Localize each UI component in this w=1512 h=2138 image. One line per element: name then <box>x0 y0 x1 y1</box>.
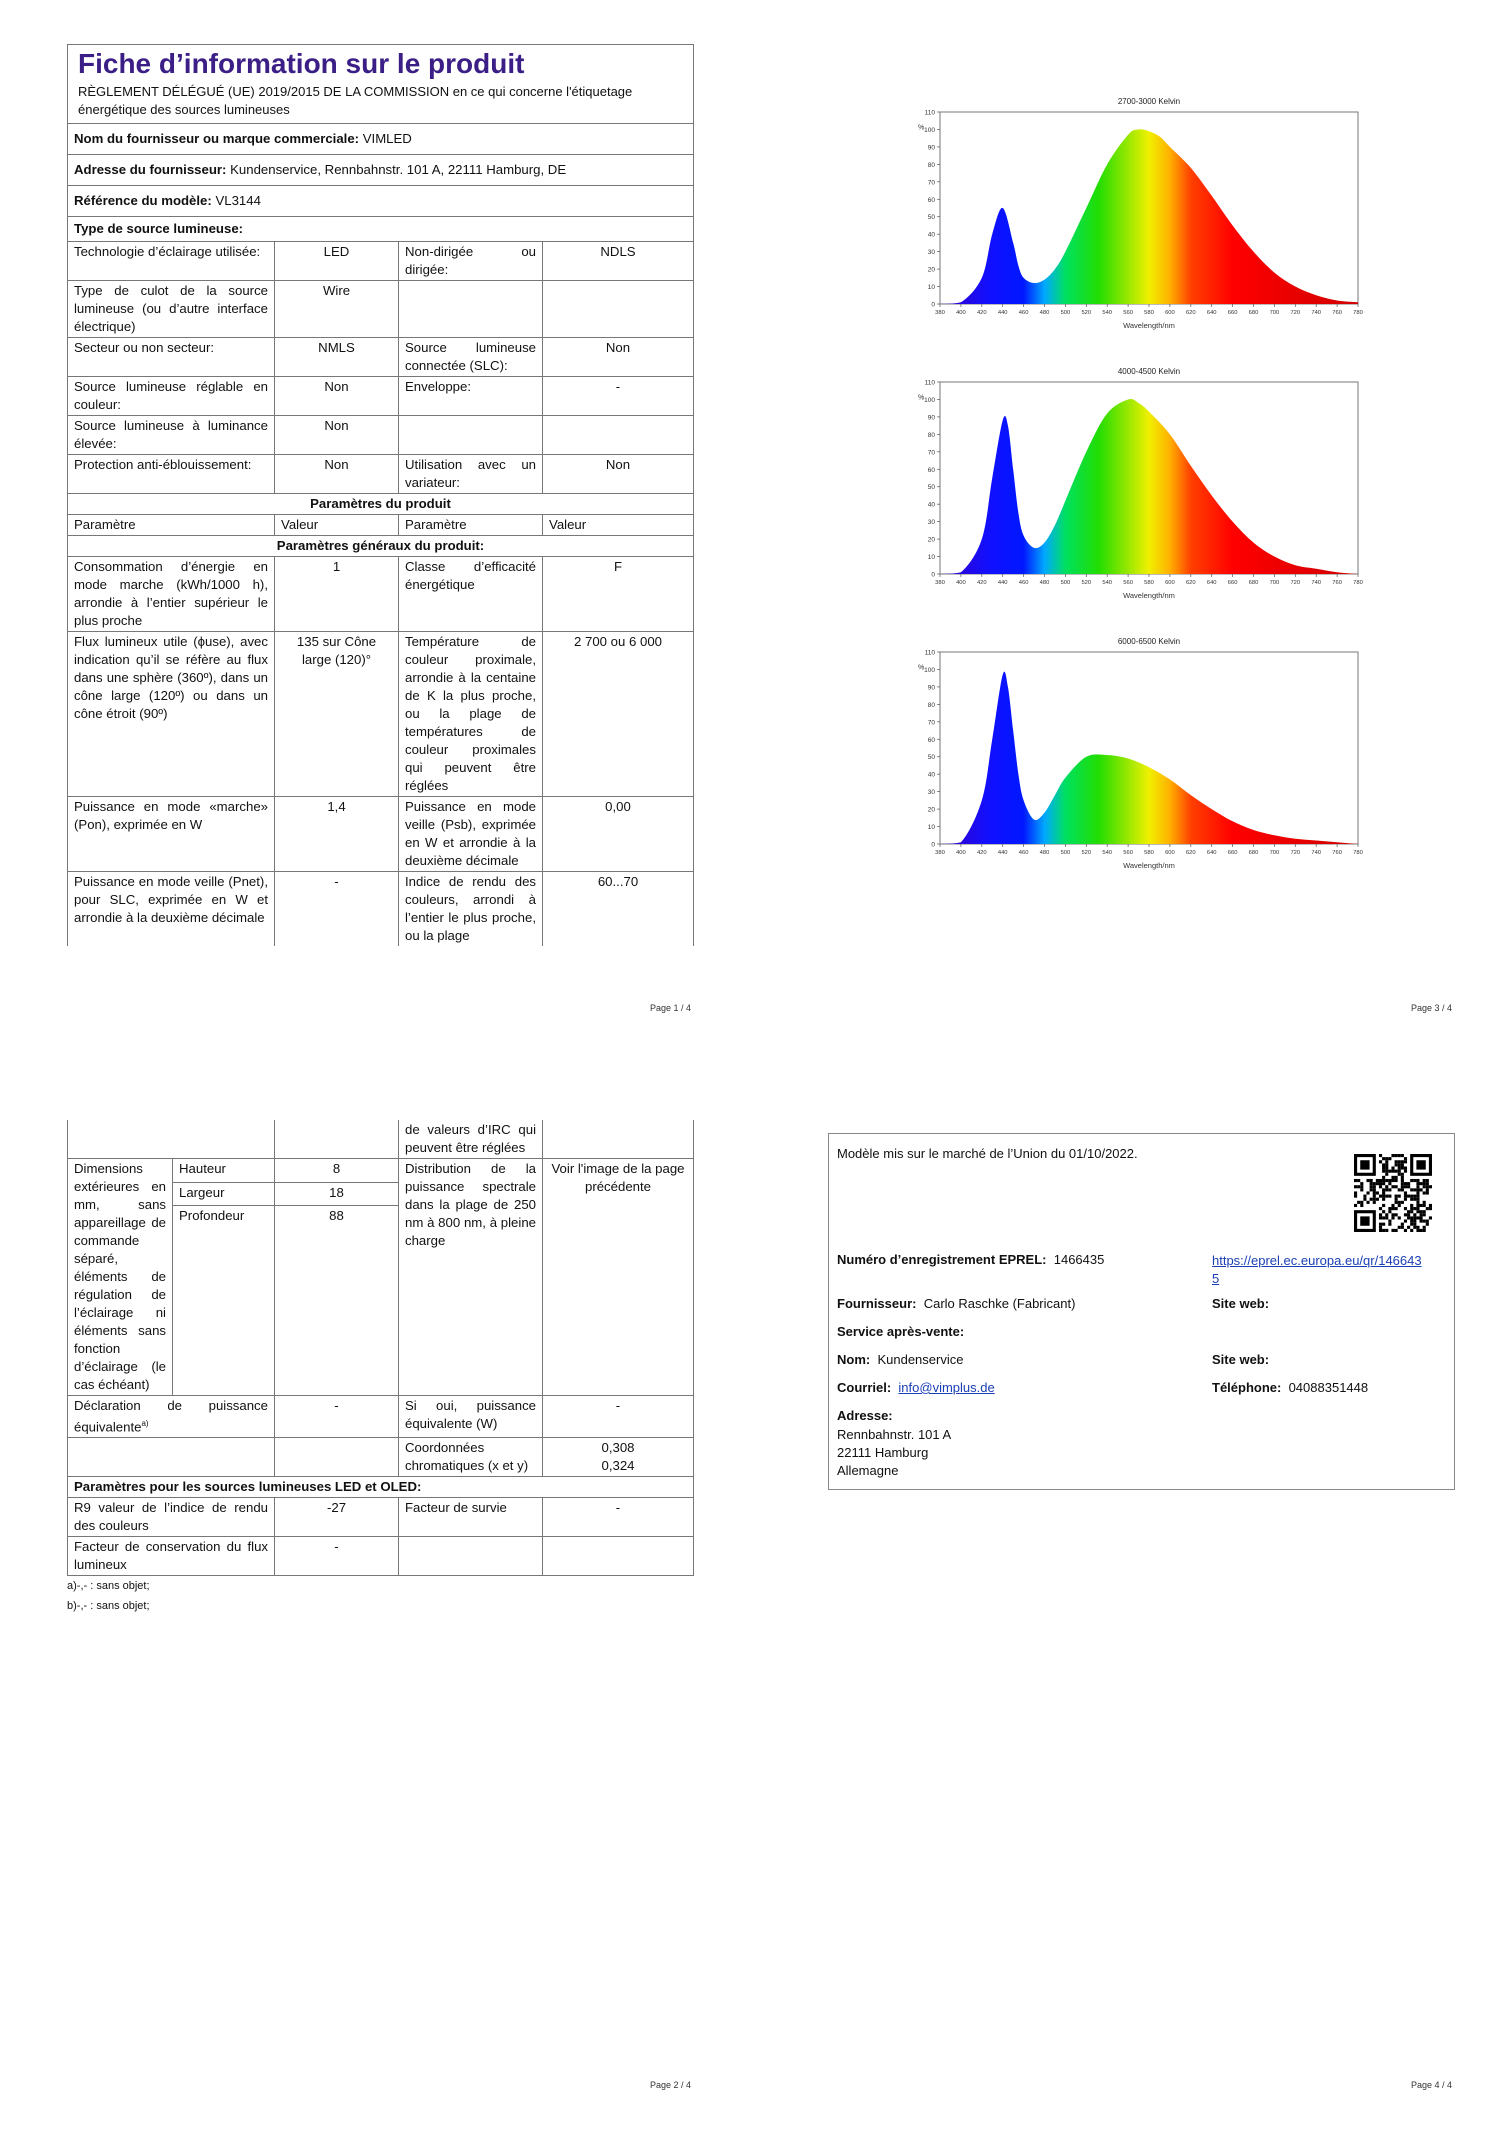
x-tick-label: 440 <box>997 310 1008 316</box>
x-tick-label: 720 <box>1290 580 1301 586</box>
x-tick-label: 780 <box>1353 310 1363 316</box>
x-tick-label: 440 <box>997 850 1008 856</box>
spectrum-chart-4000k <box>910 362 1370 610</box>
x-tick-label: 500 <box>1060 580 1071 586</box>
table-row: R9 valeur de l’indice de rendu des couleurs -27 Facteur de survie - <box>68 1498 694 1537</box>
table-row: Protection anti-éblouissement: Non Utilisation avec un variateur: Non <box>68 455 694 494</box>
y-tick-label: 100 <box>924 126 935 134</box>
x-tick-label: 400 <box>956 310 966 316</box>
y-tick-label: 10 <box>927 824 935 832</box>
x-tick-label: 460 <box>1018 310 1029 316</box>
email-link[interactable]: info@vimplus.de <box>898 1380 995 1395</box>
x-tick-label: 720 <box>1290 850 1301 856</box>
product-info-table-continued <box>67 1120 694 1576</box>
y-tick-label: 40 <box>927 501 935 509</box>
product-info-table <box>67 44 694 946</box>
spectrum-chart-6000k <box>910 632 1370 880</box>
table-row: Coordonnées chromatiques (x et y) 0,308 0,324 <box>68 1438 694 1477</box>
table-row: Secteur ou non secteur: NMLS Source lumineuse connectée (SLC): Non <box>68 338 694 377</box>
product-params-header: Paramètres du produit <box>68 494 694 515</box>
spectrum-chart-2700k <box>910 92 1370 340</box>
x-tick-label: 760 <box>1332 850 1342 856</box>
table-row: Flux lumineux utile (ϕuse), avec indication qu’il se réfère au flux dans une sphère (360º), dans un cône large (120º) ou dans un cône étroit (90º) 135 sur Cône large (120)° Température de couleur proximale, arrondie à la centaine de K la plus proche, ou la plage de températures de couleur proximales qui peuvent être réglées 2 700 ou 6 000 <box>68 632 694 797</box>
spectrum-area <box>940 129 1358 304</box>
x-tick-label: 720 <box>1290 310 1301 316</box>
y-tick-label: 30 <box>927 249 935 257</box>
y-axis-label: % <box>918 124 925 132</box>
x-tick-label: 520 <box>1081 310 1092 316</box>
x-tick-label: 380 <box>935 850 945 856</box>
general-params-header: Paramètres généraux du produit: <box>68 536 694 557</box>
y-tick-label: 20 <box>927 536 935 544</box>
chart-title: 6000-6500 Kelvin <box>1117 637 1181 646</box>
x-tick-label: 620 <box>1185 580 1196 586</box>
x-tick-label: 540 <box>1102 310 1113 316</box>
market-date-text: Modèle mis sur le marché de l’Union du 01/10/2022. <box>837 1146 1138 1161</box>
x-tick-label: 560 <box>1123 850 1133 856</box>
y-tick-label: 30 <box>927 789 935 797</box>
x-tick-label: 740 <box>1311 310 1322 316</box>
table-row: Déclaration de puissance équivalente$^{a)}$ - Si oui, puissance équivalente (W) - <box>68 1396 694 1438</box>
x-tick-label: 460 <box>1018 850 1029 856</box>
page-title: Fiche d’information sur le produit <box>78 48 525 79</box>
page-number: Page 2 / 4 <box>650 2080 692 2090</box>
table-row: Type de culot de la source lumineuse (ou d’autre interface électrique) Wire <box>68 281 694 338</box>
table-row: Dimensions extérieures en mm, sans appareillage de commande séparé, éléments de régulation de l’éclairage ni éléments sans fonction d’éclairage (le cas échéant) Hauteur 8 Distribution de la puissance spectrale dans la plage de 250 nm à 800 nm, à pleine charge Voir l'image de la page précédente <box>68 1159 694 1183</box>
table-row: Source lumineuse à luminance élevée: Non <box>68 416 694 455</box>
x-tick-label: 420 <box>976 310 987 316</box>
y-tick-label: 40 <box>927 771 935 779</box>
x-tick-label: 420 <box>976 580 987 586</box>
x-tick-label: 440 <box>997 580 1008 586</box>
x-tick-label: 380 <box>935 310 945 316</box>
x-tick-label: 580 <box>1144 310 1154 316</box>
x-axis-label: Wavelength/nm <box>1123 861 1175 870</box>
x-tick-label: 640 <box>1206 850 1217 856</box>
footnote-b: b)-,- : sans objet; <box>67 1600 150 1613</box>
model-row: Référence du modèle: VL3144 <box>68 186 694 217</box>
x-tick-label: 680 <box>1248 580 1259 586</box>
x-tick-label: 660 <box>1227 850 1238 856</box>
x-tick-label: 740 <box>1311 850 1322 856</box>
table-row: Puissance en mode «marche» (Pon), exprimée en W 1,4 Puissance en mode veille (Psb), exprimée en W et arrondie à la deuxième décimale 0,00 <box>68 797 694 872</box>
y-tick-label: 90 <box>927 414 935 422</box>
y-tick-label: 0 <box>931 841 935 849</box>
x-tick-label: 500 <box>1060 310 1071 316</box>
table-row: Facteur de conservation du flux lumineux - <box>68 1537 694 1576</box>
y-tick-label: 110 <box>924 379 935 387</box>
table-row: Technologie d’éclairage utilisée: LED Non-dirigée ou dirigée: NDLS <box>68 242 694 281</box>
x-tick-label: 660 <box>1227 580 1238 586</box>
y-tick-label: 60 <box>927 736 935 744</box>
x-tick-label: 500 <box>1060 850 1071 856</box>
x-tick-label: 380 <box>935 580 945 586</box>
y-tick-label: 90 <box>927 684 935 692</box>
table-row: de valeurs d’IRC qui peuvent être réglées <box>68 1120 694 1159</box>
y-tick-label: 10 <box>927 554 935 562</box>
chart-title: 2700-3000 Kelvin <box>1117 97 1181 106</box>
x-tick-label: 420 <box>976 850 987 856</box>
spectrum-svg <box>910 92 1370 340</box>
column-headers: Paramètre Valeur Paramètre Valeur <box>68 515 694 536</box>
y-tick-label: 50 <box>927 754 935 762</box>
y-tick-label: 110 <box>924 109 935 117</box>
light-source-type-header: Type de source lumineuse: <box>68 217 694 242</box>
x-tick-label: 460 <box>1018 580 1029 586</box>
page-number: Page 3 / 4 <box>1411 1003 1453 1013</box>
x-tick-label: 700 <box>1269 850 1280 856</box>
y-tick-label: 20 <box>927 806 935 814</box>
y-axis-label: % <box>918 394 925 402</box>
x-tick-label: 560 <box>1123 310 1133 316</box>
x-tick-label: 660 <box>1227 310 1238 316</box>
y-tick-label: 110 <box>924 649 935 657</box>
table-row: Source lumineuse réglable en couleur: Non Enveloppe: - <box>68 377 694 416</box>
x-tick-label: 560 <box>1123 580 1133 586</box>
regulation-text: RÈGLEMENT DÉLÉGUÉ (UE) 2019/2015 DE LA COMMISSION en ce qui concerne l'étiquetage énergétique des sources lumineuses <box>78 84 633 117</box>
x-tick-label: 640 <box>1206 310 1217 316</box>
y-tick-label: 80 <box>927 431 935 439</box>
y-tick-label: 100 <box>924 396 935 404</box>
eprel-link[interactable]: https://eprel.ec.europa.eu/qr/1466435 <box>1212 1253 1422 1286</box>
spectrum-svg <box>910 362 1370 610</box>
y-axis-label: % <box>918 664 925 672</box>
y-tick-label: 70 <box>927 179 935 187</box>
y-tick-label: 10 <box>927 284 935 292</box>
y-tick-label: 70 <box>927 449 935 457</box>
address-row: Adresse du fournisseur: Kundenservice, Rennbahnstr. 101 A, 22111 Hamburg, DE <box>68 155 694 186</box>
x-tick-label: 700 <box>1269 310 1280 316</box>
x-tick-label: 520 <box>1081 850 1092 856</box>
x-tick-label: 680 <box>1248 850 1259 856</box>
page-number: Page 1 / 4 <box>650 1003 692 1013</box>
x-tick-label: 580 <box>1144 580 1154 586</box>
x-tick-label: 780 <box>1353 850 1363 856</box>
y-tick-label: 50 <box>927 484 935 492</box>
spectrum-svg <box>910 632 1370 880</box>
qr-code-icon <box>1354 1154 1432 1232</box>
table-row: Largeur 18 <box>68 1182 694 1206</box>
x-tick-label: 480 <box>1039 580 1050 586</box>
y-tick-label: 40 <box>927 231 935 239</box>
spectrum-area <box>940 399 1358 574</box>
x-tick-label: 480 <box>1039 310 1050 316</box>
footnote-a: a)-,- : sans objet; <box>67 1580 150 1593</box>
x-tick-label: 600 <box>1165 310 1175 316</box>
y-tick-label: 70 <box>927 719 935 727</box>
x-tick-label: 400 <box>956 580 966 586</box>
x-tick-label: 760 <box>1332 580 1342 586</box>
x-tick-label: 620 <box>1185 310 1196 316</box>
supplier-row: Nom du fournisseur ou marque commerciale: VIMLED <box>68 124 694 155</box>
table-row: Consommation d’énergie en mode marche (kWh/1000 h), arrondie à l’entier supérieur le plus proche 1 Classe d’efficacité énergétique F <box>68 557 694 632</box>
y-tick-label: 80 <box>927 161 935 169</box>
page-2 <box>67 1120 693 1616</box>
y-tick-label: 80 <box>927 701 935 709</box>
x-axis-label: Wavelength/nm <box>1123 591 1175 600</box>
y-tick-label: 50 <box>927 214 935 222</box>
x-tick-label: 540 <box>1102 850 1113 856</box>
x-tick-label: 540 <box>1102 580 1113 586</box>
spectrum-area <box>940 672 1358 844</box>
y-tick-label: 30 <box>927 519 935 527</box>
x-tick-label: 600 <box>1165 580 1175 586</box>
x-tick-label: 480 <box>1039 850 1050 856</box>
address-lines: Rennbahnstr. 101 A 22111 Hamburg Allemagne <box>837 1427 952 1478</box>
x-tick-label: 760 <box>1332 310 1342 316</box>
table-row: Puissance en mode veille (Pnet), pour SLC, exprimée en W et arrondie à la deuxième décimale - Indice de rendu des couleurs, arrondi à l’entier le plus proche, ou la plage 60...70 <box>68 872 694 947</box>
chart-title: 4000-4500 Kelvin <box>1117 367 1181 376</box>
x-tick-label: 680 <box>1248 310 1259 316</box>
x-tick-label: 400 <box>956 850 966 856</box>
eprel-info-box: Modèle mis sur le marché de l’Union du 01/10/2022. Numéro d’enregistrement EPREL: 1466435 https://eprel.ec.europa.eu/qr/1466435 Fournisseur: Carlo Raschke (Fabricant) Site web: Service après-vente: Nom: Kundenservice Site web: Courriel: info@vimplus.de Téléphone: 04088351448 Adresse: Rennbahnstr. 101 A 22111 Hamburg Allemagne <box>828 1133 1455 1490</box>
x-tick-label: 780 <box>1353 580 1363 586</box>
x-axis-label: Wavelength/nm <box>1123 321 1175 330</box>
page-number: Page 4 / 4 <box>1411 2080 1453 2090</box>
x-tick-label: 740 <box>1311 580 1322 586</box>
x-tick-label: 620 <box>1185 850 1196 856</box>
led-params-header: Paramètres pour les sources lumineuses LED et OLED: <box>68 1477 694 1498</box>
x-tick-label: 640 <box>1206 580 1217 586</box>
y-tick-label: 60 <box>927 196 935 204</box>
x-tick-label: 700 <box>1269 580 1280 586</box>
x-tick-label: 520 <box>1081 580 1092 586</box>
y-tick-label: 90 <box>927 144 935 152</box>
x-tick-label: 600 <box>1165 850 1175 856</box>
y-tick-label: 60 <box>927 466 935 474</box>
page-1 <box>67 44 693 946</box>
table-row: Profondeur 88 <box>68 1206 694 1396</box>
y-tick-label: 0 <box>931 571 935 579</box>
y-tick-label: 0 <box>931 301 935 309</box>
y-tick-label: 100 <box>924 666 935 674</box>
y-tick-label: 20 <box>927 266 935 274</box>
x-tick-label: 580 <box>1144 850 1154 856</box>
